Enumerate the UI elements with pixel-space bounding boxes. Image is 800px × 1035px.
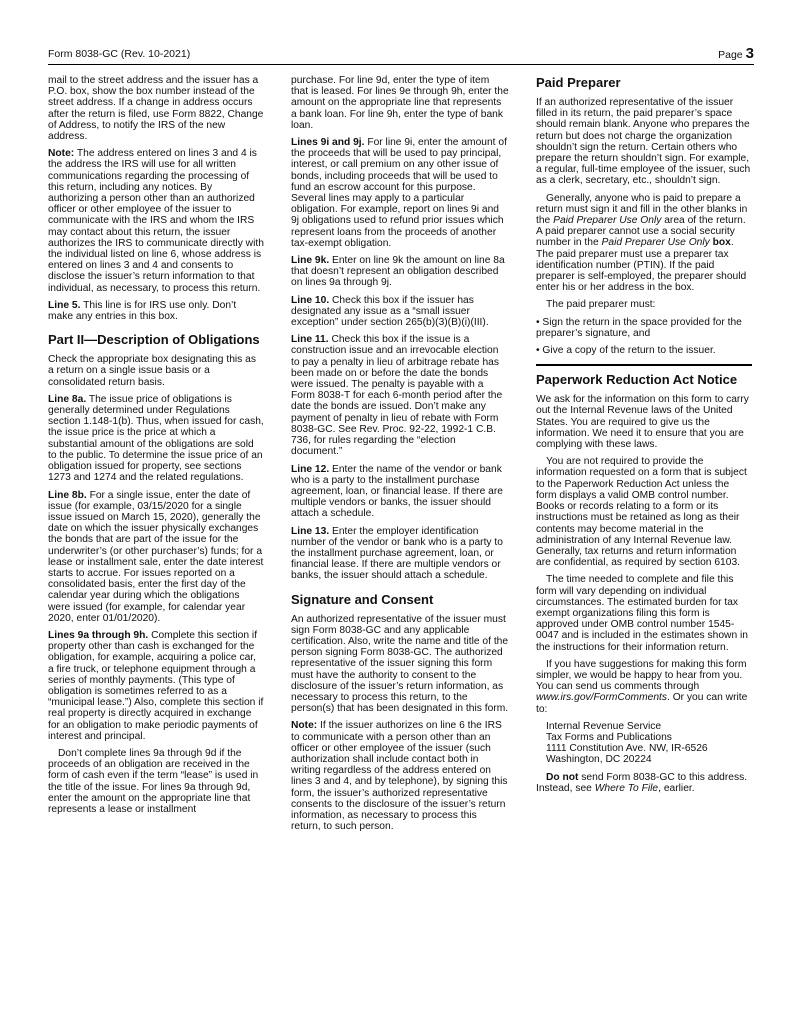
paragraph-line12 xyxy=(291,464,509,520)
paragraph: You are not required to provide the information requested on a form that is subject to the Paperwork Reduction Act unless the form displays a valid OMB control number. Books or records relating to a form or its instructions must be retained as long as their contents may become material in the administration of any Internal Revenue law. Generally, tax returns and return information are confidential, as required by section 6103. xyxy=(536,456,747,569)
text-run: , earlier. xyxy=(658,782,695,794)
note-text: The address entered on lines 3 and 4 is the address the IRS will use for all written communications regarding the processing of this return, including any notices. By authorizing a person other than an authorized officer or other employee of the issuer to communicate with the IRS and whom the IRS may contact about this return, the issuer authorizes the IRS to communicate directly with the individual listed on line 6, whose address is entered on lines 3 and 4 and consents to disclose the issuer’s return information to that individual, as necessary, to process this return. xyxy=(48,148,264,294)
paragraph-note xyxy=(291,720,509,832)
paragraph-line8a xyxy=(48,394,264,484)
line-label: Line 9k. xyxy=(291,255,330,267)
line-text: Complete this section if property other than cash is exchanged for the obligation, for example, acquiring a police car, a fire truck, or telephone equipment through a series of monthly payments. (This type of obligation is sometimes referred to as a “municipal lease.”) Also, complete this section if real property is directly acquired in exchange for an obligation to make periodic payments of interest and principal. xyxy=(48,629,264,742)
address-line: Tax Forms and Publications xyxy=(546,731,672,743)
italic-run: Paid Preparer Use Only xyxy=(601,237,710,249)
italic-run: Paid Preparer Use Only xyxy=(553,215,662,227)
paragraph: purchase. For line 9d, enter the type of item that is leased. For lines 9e through 9h, enter the amount on the appropriate line that represents a bank loan. For line 9h, enter the type of bank loan. xyxy=(291,75,509,131)
section-heading-paid-preparer: Paid Preparer xyxy=(536,75,621,90)
line-label: Lines 9a through 9h. xyxy=(48,629,149,641)
text-run: If you have suggestions for making this form simpler, we would be happy to hear from you. You can send us comments through xyxy=(536,658,747,693)
text-run: . The paid preparer must use a preparer tax identification number (PTIN). If the paid preparer is self-employed, the preparer should enter his or her address in the box. xyxy=(536,237,747,294)
line-label: Line 11. xyxy=(291,334,329,346)
address-line: Internal Revenue Service xyxy=(546,720,662,732)
paragraph-line10 xyxy=(291,295,509,329)
text-run: send Form 8038-GC to this address. Instead, see xyxy=(536,771,748,794)
line-text: Enter the name of the vendor or bank who is a party to the installment purchase agreement, loan, or financial lease. If there are multiple vendors or banks, the issuer should attach a schedule. xyxy=(291,463,503,520)
line-text: The issue price of obligations is generally determined under Regulations section 1.148-1(b). Thus, when issued for cash, the issue price is the price at which a substantial amount of the obligations are sold to the public. To determine the issue price of an obligation issued for property, see sections 1273 and 1274 and the related regulations. xyxy=(48,393,264,484)
note-label: Note: xyxy=(48,148,75,160)
section-heading-signature: Signature and Consent xyxy=(291,591,434,607)
address-line: 1111 Constitution Ave. NW, IR-6526 xyxy=(546,743,708,755)
paragraph: The paid preparer must: xyxy=(546,299,656,311)
page-header xyxy=(48,44,754,65)
paragraph-line13 xyxy=(291,526,509,582)
section-divider xyxy=(536,364,752,366)
bold-run: box xyxy=(712,237,731,249)
text-run: area of the return. A paid preparer cannot use a social security number in the xyxy=(536,215,746,249)
line-label: Line 12. xyxy=(291,463,330,475)
page-number: 3 xyxy=(745,45,754,62)
page-label: Page xyxy=(718,49,743,61)
line-text: This line is for IRS use only. Don’t make any entries in this box. xyxy=(48,299,237,323)
bold-run: Do not xyxy=(546,771,579,783)
paragraph xyxy=(536,772,752,794)
section-heading-part2: Part II—Description of Obligations xyxy=(48,332,260,348)
text-run: Generally, anyone who is paid to prepare a return must sign it and fill in the other blanks in the xyxy=(536,192,748,227)
paragraph-line11 xyxy=(291,334,509,457)
line-label: Line 5. xyxy=(48,299,81,311)
line-label: Lines 9i and 9j. xyxy=(291,137,365,149)
column-2 xyxy=(291,75,509,838)
bullet-item: • Sign the return in the space provided for the preparer’s signature, and xyxy=(536,316,742,339)
column-1 xyxy=(48,75,264,821)
paragraph: Don’t complete lines 9a through 9d if the proceeds of an obligation are received in the form of cash even if the term “lease” is used in the title of the issue. For lines 9a through 9d, enter the amount on the appropriate line that represents a lease or installment xyxy=(48,747,259,815)
note-text: If the issuer authorizes on line 6 the IRS to communicate with a person other than an officer or other employee of the issuer (such authorization shall include contact both in writing regardless of the address entered on lines 3 and 4, and by telephone), by signing this form, the issuer’s authorized representative consents to the disclosure of the issuer’s return information, as necessary to process this return, to such person. xyxy=(291,720,508,833)
line-text: Enter on line 9k the amount on line 8a that doesn’t represent an obligation described on lines 9a through 9j. xyxy=(291,255,505,289)
line-label: Line 13. xyxy=(291,525,330,537)
line-text: Enter the employer identification number of the vendor or bank who is a party to the installment purchase agreement, loan, or financial lease. If there are multiple vendors or banks, the issuer should attach a schedule. xyxy=(291,525,503,582)
paragraph xyxy=(536,193,752,294)
comments-link[interactable]: www.irs.gov/FormComments xyxy=(536,692,667,704)
column-3 xyxy=(536,75,752,800)
line-label: Line 8b. xyxy=(48,489,87,501)
line-label: Line 10. xyxy=(291,294,330,306)
bullet-item: • Give a copy of the return to the issuer. xyxy=(536,345,716,357)
text-run: . Or you can write to: xyxy=(536,692,748,715)
paragraph: The time needed to complete and file this form will vary depending on individual circumstances. The estimated burden for tax exempt organizations filing this form is approved under OMB control number 1545-0047 and is included in the estimates shown in the instructions for their information return. xyxy=(536,574,748,653)
paragraph: mail to the street address and the issuer has a P.O. box, show the box number instead of the street address. If a change in address occurs after the return is filed, use Form 8822, Change of Address, to notify the IRS of the new address. xyxy=(48,75,264,143)
paragraph: Check the appropriate box designating this as a return on a single issue basis or a consolidated return basis. xyxy=(48,354,256,388)
paragraph: We ask for the information on this form to carry out the Internal Revenue laws of the United States. You are required to give us the information. We need it to ensure that you are complying with these laws. xyxy=(536,394,749,451)
italic-run: Where To File xyxy=(594,782,659,794)
form-id: Form 8038-GC (Rev. 10-2021) xyxy=(48,48,191,60)
address-line: Washington, DC 20224 xyxy=(546,754,652,766)
paragraph-line5 xyxy=(48,300,264,322)
section-heading-paperwork: Paperwork Reduction Act Notice xyxy=(536,372,738,388)
line-text: For a single issue, enter the date of issue (for example, 03/15/2020 for a single issue issued on March 15, 2020), generally the date on which the issuer physically exchanges the bonds that are part of the issue for the underwriter’s (or other purchaser’s) funds; for a lease or installment sale, enter the date interest starts to accrue. For issues reported on a consolidated basis, enter the first day of the calendar year during which the obligations were issued (for example, for calendar year 2020, enter 01/01/2020). xyxy=(48,489,264,624)
paragraph xyxy=(536,659,752,715)
line-label: Line 8a. xyxy=(48,393,87,405)
paragraph: An authorized representative of the issuer must sign Form 8038-GC and any applicable certification. Also, write the name and title of the person signing Form 8038-GC. The authorized representative of the issuer signing this form must have the authority to consent to the disclosure of the issuer’s return information, as necessary to process this return, to the person(s) that has been designated in this form. xyxy=(291,613,509,715)
paragraph-lines9 xyxy=(48,630,264,742)
paragraph-line9k xyxy=(291,255,509,289)
line-text: For line 9i, enter the amount of the proceeds that will be used to pay principal, interest, or call premium on any other issue of bonds, including proceeds that will be used to fund an escrow account for this purpose. Several lines may apply to a particular obligation. For example, report on lines 9i and 9j obligations used to refund prior issues which represent loans from the proceeds of another tax-exempt obligation. xyxy=(291,137,507,249)
paragraph-note xyxy=(48,148,264,294)
page-indicator xyxy=(718,45,754,62)
line-text: Check this box if the issue is a construction issue and an irrevocable election to pay a penalty in lieu of arbitrage rebate has been made on or before the date the bonds were issued. The penalty is payable with a Form 8038-T for each 6-month period after the date the bonds are issued. Don’t make any payment of penalty in lieu of rebate with Form 8038-GC. See Rev. Proc. 92-22, 1992-1 C.B. 736, for rules regarding the “election document.” xyxy=(291,334,503,458)
paragraph: If an authorized representative of the issuer filled in its return, the paid preparer’s space should remain blank. Anyone who prepares the return but does not charge the organization shouldn’t sign the return. Certain others who prepare the return shouldn’t sign. For example, a regular, full-time employee of the issuer, such as a clerk, secretary, etc., shouldn’t sign. xyxy=(536,97,751,187)
note-label: Note: xyxy=(291,720,318,732)
mailing-address xyxy=(546,721,752,766)
paragraph-lines9ij xyxy=(291,137,509,249)
paragraph-line8b xyxy=(48,490,264,624)
line-text: Check this box if the issuer has designated any issue as a “small issuer exception” under section 265(b)(3)(B)(i)(III). xyxy=(291,294,489,329)
